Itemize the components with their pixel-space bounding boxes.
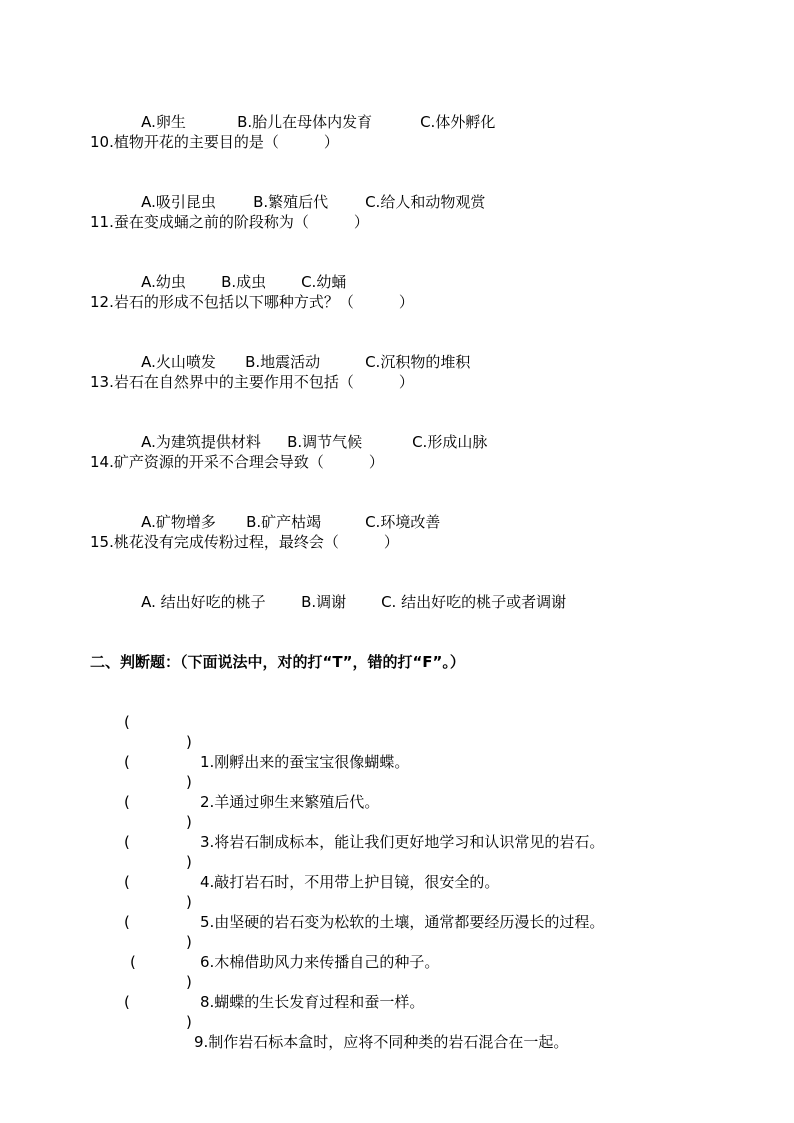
option-c: C.环境改善 — [365, 513, 441, 531]
answer-paren-left[interactable]: ( — [124, 833, 130, 851]
option-c: C.体外孵化 — [420, 113, 496, 131]
option-a: A.为建筑提供材料 — [141, 433, 261, 451]
option-a: A.幼虫 — [141, 273, 186, 291]
judge-item — [124, 692, 744, 771]
answer-paren-right: ) — [186, 973, 192, 991]
option-c: C.形成山脉 — [412, 433, 488, 451]
question-stem: 11.蚕在变成蛹之前的阶段称为（ ） — [90, 213, 369, 231]
option-b: B.胎儿在母体内发育 — [237, 113, 373, 131]
judge-text: 5.由坚硬的岩石变为松软的土壤，通常都要经历漫长的过程。 — [200, 913, 605, 931]
option-c: C. 结出好吃的桃子或者调谢 — [381, 593, 567, 611]
question-stem: 15.桃花没有完成传粉过程，最终会（ ） — [90, 533, 399, 551]
option-b: B.调节气候 — [287, 433, 363, 451]
judge-text: 4.敲打岩石时，不用带上护目镜，很安全的。 — [200, 873, 500, 891]
option-a: A.矿物增多 — [141, 513, 216, 531]
answer-paren-left[interactable]: ( — [124, 753, 130, 771]
question-stem: 12.岩石的形成不包括以下哪种方式？（ ） — [90, 293, 414, 311]
option-c: C.幼蛹 — [301, 273, 347, 291]
judge-text: 2.羊通过卵生来繁殖后代。 — [200, 793, 380, 811]
option-b: B.地震活动 — [245, 353, 321, 371]
answer-paren-left[interactable]: ( — [124, 793, 130, 811]
option-a: A. 结出好吃的桃子 — [141, 593, 266, 611]
answer-paren-left[interactable]: ( — [124, 713, 130, 731]
judge-text: 1.刚孵出来的蚕宝宝很像蝴蝶。 — [200, 753, 410, 771]
option-a: A.卵生 — [141, 113, 186, 131]
option-a: A.火山喷发 — [141, 353, 216, 371]
answer-paren-right: ) — [186, 813, 192, 831]
answer-paren-left[interactable]: ( — [124, 873, 130, 891]
answer-paren-left[interactable]: ( — [124, 913, 130, 931]
option-a: A.吸引昆虫 — [141, 193, 216, 211]
judge-text: 8.蝴蝶的生长发育过程和蚕一样。 — [200, 993, 425, 1011]
option-c: C.沉积物的堆积 — [365, 353, 471, 371]
option-b: B.矿产枯竭 — [246, 513, 322, 531]
option-b: B.繁殖后代 — [253, 193, 329, 211]
answer-paren-right: ) — [186, 893, 192, 911]
answer-paren-left[interactable]: ( — [130, 953, 136, 971]
question-stem: 14.矿产资源的开采不合理会导致（ ） — [90, 453, 384, 471]
answer-paren-right: ) — [186, 773, 192, 791]
question-options — [122, 572, 566, 632]
judge-text: 3.将岩石制成标本，能让我们更好地学习和认识常见的岩石。 — [200, 833, 605, 851]
question-stem: 10.植物开花的主要目的是（ ） — [90, 133, 339, 151]
judge-text: 9.制作岩石标本盒时，应将不同种类的岩石混合在一起。 — [194, 1033, 569, 1051]
answer-paren-right: ) — [186, 853, 192, 871]
section-title: 二、判断题：（下面说法中，对的打“T”，错的打“F”。） — [90, 653, 465, 671]
option-b: B.调谢 — [301, 593, 347, 611]
answer-paren-right: ) — [186, 933, 192, 951]
answer-paren-left[interactable]: ( — [124, 993, 130, 1011]
judge-text: 6.木棉借助风力来传播自己的种子。 — [200, 953, 440, 971]
answer-paren-right: ) — [186, 733, 192, 751]
option-b: B.成虫 — [221, 273, 267, 291]
option-c: C.给人和动物观赏 — [365, 193, 486, 211]
answer-paren-right: ) — [186, 1013, 192, 1031]
question-stem: 13.岩石在自然界中的主要作用不包括（ ） — [90, 373, 414, 391]
